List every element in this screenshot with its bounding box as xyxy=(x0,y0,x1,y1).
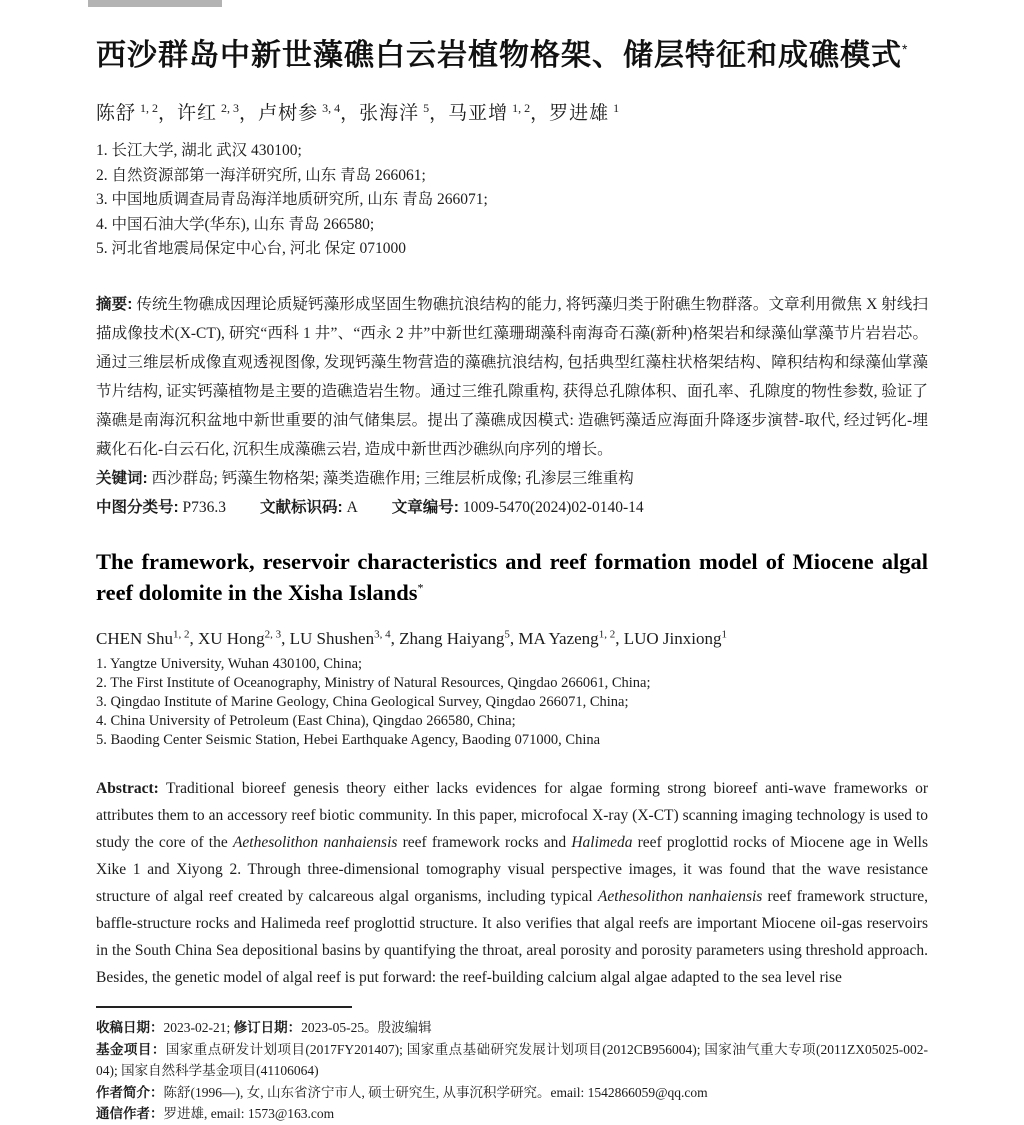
author-affiliation-superscript: 1 xyxy=(721,628,727,641)
affiliation-line: 4. China University of Petroleum (East China), Qingdao 266580, China; xyxy=(96,713,516,730)
footnote-block xyxy=(96,1002,928,1125)
document-code-label: 文献标识码: xyxy=(260,498,343,516)
affiliation-line: 3. 中国地质调查局青岛海洋地质研究所, 山东 青岛 266071; xyxy=(96,191,488,208)
author xyxy=(258,100,359,124)
english-title-footnote-marker: * xyxy=(417,580,424,595)
corresponding-author-text: 罗进雄, email: 1573@163.com xyxy=(163,1106,335,1121)
author-name: 张海洋 xyxy=(359,103,420,124)
author xyxy=(549,100,620,124)
author-name: CHEN Shu xyxy=(96,629,173,649)
author-bio-label: 作者简介： xyxy=(96,1084,164,1100)
author xyxy=(198,629,290,648)
author xyxy=(359,100,448,124)
affiliation-line: 5. 河北省地震局保定中心台, 河北 保定 071000 xyxy=(96,240,407,257)
author-affiliation-superscript: 1, 2 xyxy=(512,100,531,115)
author-name: 罗进雄 xyxy=(549,103,610,124)
author-name: 卢树参 xyxy=(258,103,319,124)
author-affiliation-superscript: 5 xyxy=(504,628,510,641)
affiliation-line: 4. 中国石油大学(华东), 山东 青岛 266580; xyxy=(96,215,375,233)
chinese-affiliation-list xyxy=(96,139,928,262)
clc-value: P736.3 xyxy=(182,498,227,516)
article-id-label: 文章编号: xyxy=(391,498,459,516)
affiliation-line: 2. 自然资源部第一海洋研究所, 山东 青岛 266061; xyxy=(96,166,426,184)
author-affiliation-superscript: 2, 3 xyxy=(221,100,240,115)
affiliation-line: 5. Baoding Center Seismic Station, Hebei Earthquake Agency, Baoding 071000, China xyxy=(96,732,601,749)
author-affiliation-superscript: 3, 4 xyxy=(374,628,391,641)
author xyxy=(518,629,623,648)
abstract-label: 摘要: xyxy=(96,295,133,313)
author-name: XU Hong xyxy=(197,629,265,649)
affiliation-line: 3. Qingdao Institute of Marine Geology, China Geological Survey, Qingdao 266071, China; xyxy=(96,694,629,711)
english-title xyxy=(96,546,928,609)
author xyxy=(96,100,177,124)
author-affiliation-superscript: 5 xyxy=(423,100,430,115)
author-affiliation-superscript: 2, 3 xyxy=(264,628,282,641)
received-date-label: 收稿日期： xyxy=(96,1020,164,1035)
footnote-author-bio-line xyxy=(96,1082,928,1104)
chinese-author-list xyxy=(96,98,928,125)
author xyxy=(448,100,549,124)
article-id-value: 1009-5470(2024)02-0140-14 xyxy=(462,498,644,516)
author xyxy=(177,100,258,124)
author-bio-text: 陈舒(1996—), 女, 山东省济宁市人, 硕士研究生, 从事沉积学研究。email: 1542866059@qq.com xyxy=(163,1084,708,1100)
footnote-corresponding-author-line xyxy=(96,1103,928,1125)
english-title-text: The framework, reservoir characteristics and reef formation model of Miocene algal reef dolomite in the Xisha Islands xyxy=(96,548,928,605)
keywords-text: 西沙群岛; 钙藻生物格架; 藻类造礁作用; 三维层析成像; 孔渗层三维重构 xyxy=(151,469,634,487)
corresponding-author-label: 通信作者： xyxy=(96,1106,164,1121)
clc-number xyxy=(96,499,226,516)
classification-line xyxy=(96,493,928,522)
footnote-dates-line xyxy=(96,1017,928,1039)
clc-label: 中图分类号: xyxy=(96,498,179,516)
chinese-title xyxy=(96,0,928,74)
footnote-divider xyxy=(96,1006,352,1008)
masked-header-bar xyxy=(88,0,222,7)
chinese-keywords xyxy=(96,464,928,493)
english-affiliation-list xyxy=(96,655,928,750)
author-name: 马亚增 xyxy=(448,103,509,124)
affiliation-line: 1. 长江大学, 湖北 武汉 430100; xyxy=(96,142,302,159)
abstract-label: Abstract: xyxy=(96,780,159,798)
author-name: MA Yazeng xyxy=(518,629,599,649)
funding-text: 国家重点研发计划项目(2017FY201407); 国家重点基础研究发展计划项目(2012CB956004); 国家油气重大专项(2011ZX05025-002-04); 国家自然科学基金项目(41106064) xyxy=(96,1041,928,1078)
chinese-title-text: 西沙群岛中新世藻礁白云岩植物格架、储层特征和成礁模式 xyxy=(96,39,902,72)
author-affiliation-superscript: 1, 2 xyxy=(140,100,159,115)
chinese-title-footnote-marker: * xyxy=(902,41,909,57)
affiliation-line: 1. Yangtze University, Wuhan 430100, China; xyxy=(96,656,363,673)
document-code-value: A xyxy=(346,498,358,516)
document-code xyxy=(260,499,358,516)
chinese-abstract xyxy=(96,290,928,464)
author xyxy=(290,629,400,648)
abstract-text: Traditional bioreef genesis theory either lacks evidences for algae forming strong bioreef anti-wave frameworks or attributes them to an accessory reef biotic community. In this paper, microfocal X-ray (X-CT) scanning imaging technology is used to study the core of the Aethesolithon nanhaiensis reef framework rocks and Halimeda reef proglottid rocks of Miocene age in Wells Xike 1 and Xiyong 2. Through three-dimensional tomography visual perspective images, it was found that the wave resistance structure of algal reef created by calcareous algal organisms, including typical Aethesolithon nanhaiensis reef framework structure, baffle-structure rocks and Halimeda reef proglottid structure. It also verifies that algal reefs are important Miocene oil-gas reservoirs in the South China Sea depositional basins by quantifying the throat, areal porosity and porosity parameters using threshold approach. Besides, the genetic model of algal reef is put forward: the reef-building calcium algal algae adapted to the sea level rise xyxy=(96,780,929,987)
english-abstract xyxy=(96,775,928,991)
revised-date-value: 2023-05-25。殷波编辑 xyxy=(301,1020,432,1035)
author-name: Zhang Haiyang xyxy=(399,629,505,649)
author-affiliation-superscript: 1 xyxy=(613,100,620,115)
abstract-text: 传统生物礁成因理论质疑钙藻形成坚固生物礁抗浪结构的能力, 将钙藻归类于附礁生物群落。文章利用微焦 X 射线扫描成像技术(X-CT), 研究“西科 1 井”、“西永 2 井”中新世红藻珊瑚藻科南海奇石藻(新种)格架岩和绿藻仙掌藻节片岩岩芯。通过三维层析成像直观透视图像, 发现钙藻生物营造的藻礁抗浪结构, 包括典型红藻柱状格架结构、障积结构和绿藻仙掌藻节片结构, 证实钙藻植物是主要的造礁造岩生物。通过三维孔隙重构, 获得总孔隙体积、面孔率、孔隙度的物性参数, 验证了藻礁是南海沉积盆地中新世重要的油气储集层。提出了藻礁成因模式: 造礁钙藻适应海面升降逐步演替-取代, 经过钙化-埋藏化石化-白云石化, 沉积生成藻礁云岩, 造成中新世西沙礁纵向序列的增长。 xyxy=(96,295,928,458)
author-name: 许红 xyxy=(177,103,218,124)
received-date-value: 2023-02-21; xyxy=(163,1020,234,1035)
affiliation-line: 2. The First Institute of Oceanography, Ministry of Natural Resources, Qingdao 266061, China; xyxy=(96,675,651,692)
english-author-list xyxy=(96,629,928,650)
author-affiliation-superscript: 1, 2 xyxy=(172,628,190,641)
revised-date-label: 修订日期： xyxy=(233,1020,302,1035)
footnote-funding-line xyxy=(96,1039,928,1082)
author xyxy=(624,629,727,648)
author-name: 陈舒 xyxy=(96,103,137,124)
keywords-label: 关键词: xyxy=(96,469,148,487)
author xyxy=(96,629,198,648)
funding-label: 基金项目： xyxy=(96,1041,166,1057)
author-affiliation-superscript: 3, 4 xyxy=(322,100,341,115)
author-affiliation-superscript: 1, 2 xyxy=(598,628,616,641)
article-id xyxy=(392,499,644,516)
author-name: LU Shushen xyxy=(289,629,375,649)
author-name: LUO Jinxiong xyxy=(623,629,722,649)
author xyxy=(399,629,518,648)
